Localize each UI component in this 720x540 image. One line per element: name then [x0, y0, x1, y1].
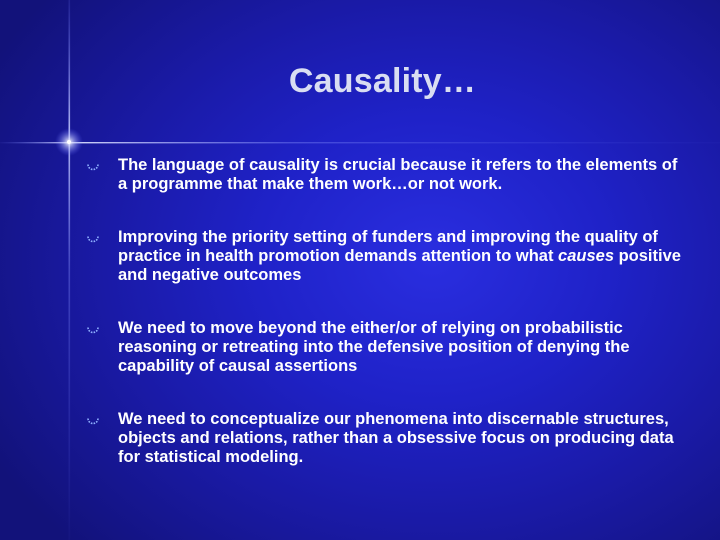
- bullet-text-before: Improving the priority setting of funders and improving the quality of practice in health promotion demands attention to what: [118, 228, 658, 265]
- bullet-arc-icon: [86, 321, 100, 335]
- bullet-arc-icon: [86, 230, 100, 244]
- bullet-item: [86, 319, 686, 376]
- bullet-item: [86, 156, 686, 194]
- bullet-emphasis: causes: [558, 247, 614, 265]
- bullet-text: The language of causality is crucial because it refers to the elements of a programme that make them work…or not work.: [118, 156, 678, 193]
- bullet-list: [86, 156, 686, 467]
- slide-title: Causality…: [288, 62, 477, 100]
- bullet-text: We need to move beyond the either/or of relying on probabilistic reasoning or retreating into the defensive position of denying the capability of causal assertions: [118, 319, 630, 375]
- bullet-text: We need to conceptualize our phenomena into discernable structures, objects and relations, rather than a obsessive focus on producing data for statistical modeling.: [118, 410, 674, 466]
- bullet-text: [118, 228, 681, 284]
- bullet-text-after: positive and negative outcomes: [118, 247, 681, 284]
- bullet-arc-icon: [86, 158, 100, 172]
- bullet-item: [86, 410, 686, 467]
- bullet-arc-icon: [86, 412, 100, 426]
- bullet-item: [86, 228, 686, 285]
